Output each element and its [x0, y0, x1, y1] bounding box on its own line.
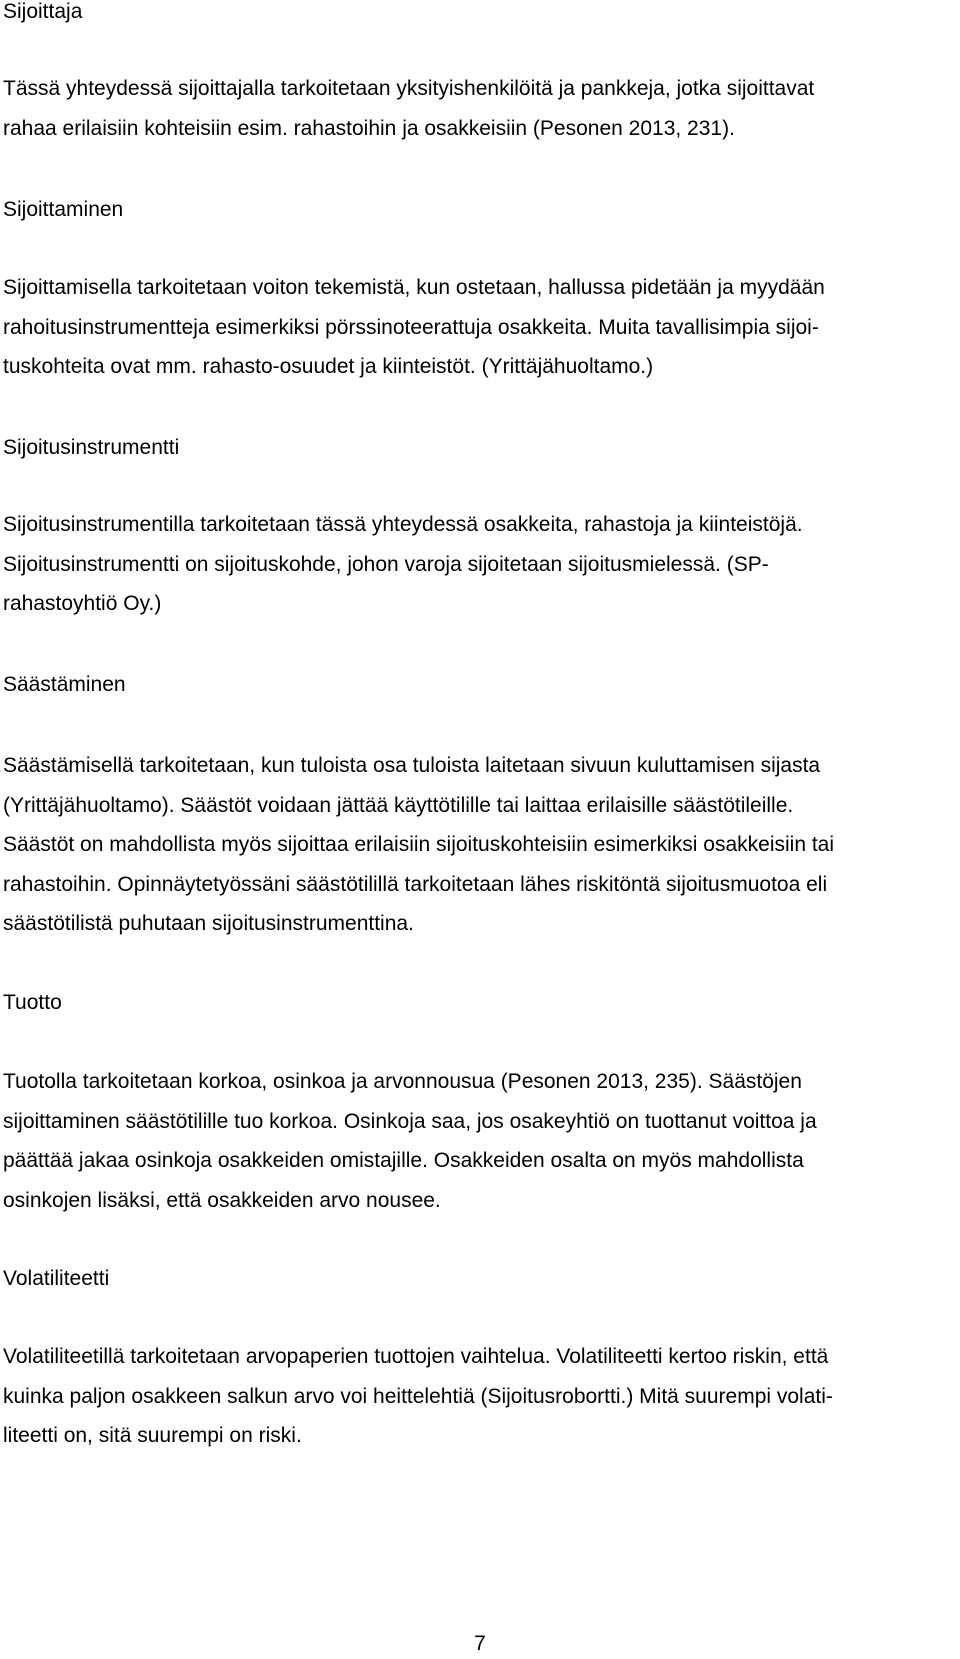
section-paragraph-tuotto [3, 1062, 817, 1220]
paragraph-line: tuskohteita ovat mm. rahasto-osuudet ja kiinteistöt. (Yrittäjähuoltamo.) [3, 355, 654, 378]
section-heading-saastaminen: Säästäminen [3, 673, 126, 696]
paragraph-line: Säästöt on mahdollista myös sijoittaa erilaisiin sijoituskohteisiin esimerkiksi osakkeisiin tai [3, 833, 835, 856]
section-paragraph-volatiliteetti [3, 1337, 833, 1456]
section-paragraph-saastaminen [3, 746, 834, 944]
paragraph-line: Sijoitusinstrumentti on sijoituskohde, johon varoja sijoitetaan sijoitusmielessä. (SP- [3, 552, 769, 576]
paragraph-line: (Yrittäjähuoltamo). Säästöt voidaan jättää käyttötilille tai laittaa erilaisille säästötileille. [3, 793, 794, 817]
paragraph-line: Säästämisellä tarkoitetaan, kun tuloista osa tuloista laitetaan sivuun kuluttamisen sijasta [3, 754, 821, 777]
paragraph-line: sijoittaminen säästötilille tuo korkoa. Osinkoja saa, jos osakeyhtiö on tuottanut voittoa ja [3, 1109, 817, 1133]
paragraph-line: rahaa erilaisiin kohteisiin esim. rahastoihin ja osakkeisiin (Pesonen 2013, 231). [3, 116, 735, 140]
paragraph-line: päättää jakaa osinkoja osakkeiden omistajille. Osakkeiden osalta on myös mahdollista [3, 1149, 804, 1172]
paragraph-line: liteetti on, sitä suurempi on riski. [3, 1424, 302, 1447]
paragraph-line: rahastoyhtiö Oy.) [3, 592, 162, 615]
section-heading-sijoitusinstrumentti: Sijoitusinstrumentti [3, 436, 180, 459]
page-number: 7 [474, 1632, 486, 1655]
section-heading-volatiliteetti: Volatiliteetti [3, 1267, 110, 1290]
paragraph-line: osinkojen lisäksi, että osakkeiden arvo nousee. [3, 1188, 441, 1212]
paragraph-line: säästötilistä puhutaan sijoitusinstrumenttina. [3, 912, 414, 935]
paragraph-line: Tässä yhteydessä sijoittajalla tarkoitetaan yksityishenkilöitä ja pankkeja, jotka sijoittavat [3, 77, 815, 100]
section-heading-tuotto: Tuotto [3, 991, 62, 1014]
paragraph-line: rahoitusinstrumentteja esimerkiksi pörssinoteerattuja osakkeita. Muita tavallisimpia sijoi- [3, 315, 819, 339]
paragraph-line: Volatiliteetillä tarkoitetaan arvopaperien tuottojen vaihtelua. Volatiliteetti kertoo riskin, että [3, 1345, 829, 1368]
section-paragraph-sijoittaminen [3, 268, 825, 387]
section-paragraph-sijoitusinstrumentti [3, 505, 803, 624]
section-heading-sijoittaminen: Sijoittaminen [3, 198, 124, 221]
paragraph-line: Sijoittamisella tarkoitetaan voiton tekemistä, kun ostetaan, hallussa pidetään ja myydään [3, 276, 825, 299]
paragraph-line: kuinka paljon osakkeen salkun arvo voi heittelehtiä (Sijoitusrobortti.) Mitä suurempi volati- [3, 1384, 833, 1408]
paragraph-line: rahastoihin. Opinnäytetyössäni säästötilillä tarkoitetaan lähes riskitöntä sijoitusmuotoa eli [3, 872, 828, 896]
paragraph-line: Tuotolla tarkoitetaan korkoa, osinkoa ja arvonnousua (Pesonen 2013, 235). Säästöjen [3, 1070, 802, 1093]
section-heading-sijoittaja: Sijoittaja [3, 0, 83, 23]
section-paragraph-sijoittaja [3, 69, 814, 148]
paragraph-line: Sijoitusinstrumentilla tarkoitetaan tässä yhteydessä osakkeita, rahastoja ja kiinteistöjä. [3, 513, 803, 536]
